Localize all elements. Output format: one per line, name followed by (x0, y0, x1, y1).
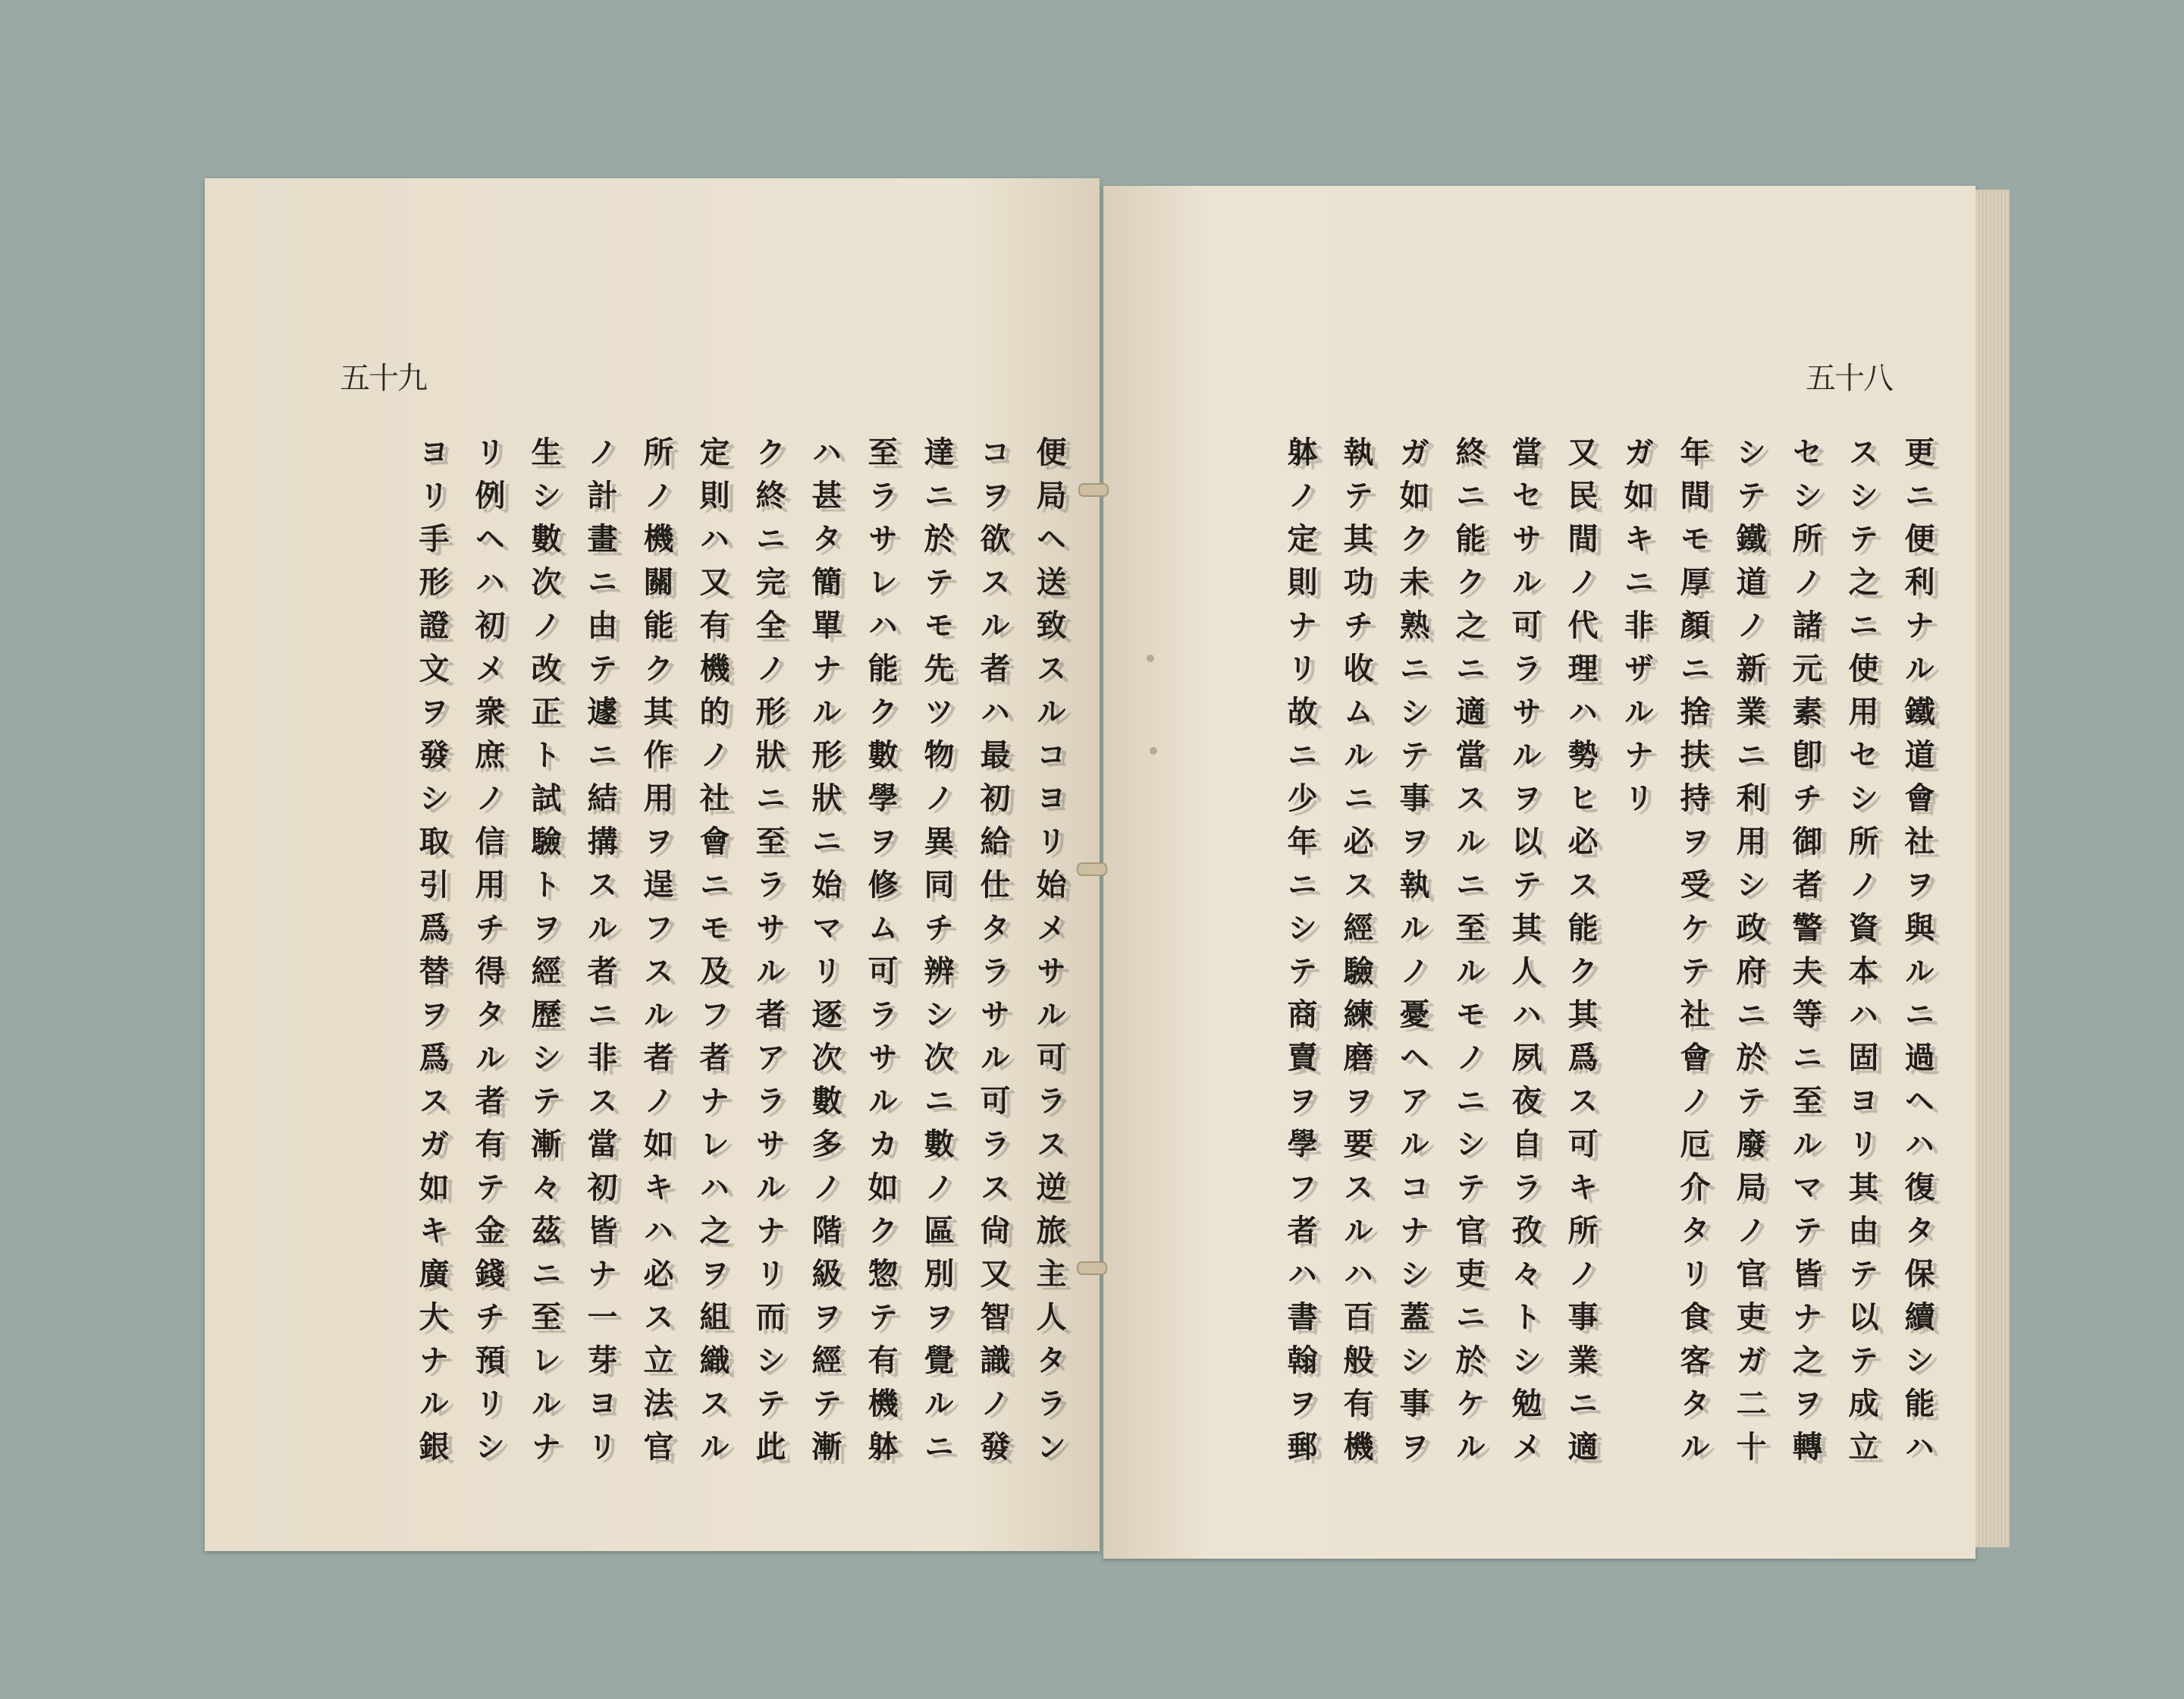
text-column: ク終ニ完全ノ形狀ニ至ラサル者アラサルナリ而シテ此 (751, 436, 786, 1474)
text-column: 躰ノ定則ナリ故ニ少年ニシテ商賣ヲ學フ者ハ書翰ヲ郵 (1282, 436, 1318, 1474)
text-column: 執テ其功チ收ムルニ必ス經驗練磨ヲ要スルハ百般有機 (1338, 436, 1374, 1474)
text-column: 當セサル可ラサルヲ以テ其人ハ夙夜自ラ孜々トシ勉メ (1507, 436, 1542, 1474)
text-column: 終ニ能ク之ニ適當スルニ至ルモノニシテ官吏ニ於ケル (1451, 436, 1486, 1474)
binding-stitch (1077, 1261, 1107, 1275)
text-column: コヲ欲スル者ハ最初給仕タラサル可ラス尙又智識ノ發 (975, 436, 1011, 1474)
text-column: スシテ之ニ使用セシ所ノ資本ハ固ヨリ其由テ以テ成立 (1844, 436, 1879, 1474)
binding-stitch (1077, 862, 1107, 876)
text-column: 便局ヘ送致スルコヨリ始メサル可ラス逆旅主人タラン (1031, 436, 1067, 1474)
text-column: ヨリ手形證文ヲ發シ取引爲替ヲ爲スガ如キ廣大ナル銀 (414, 436, 450, 1474)
text-column: 生シ數次ノ改正ト試驗トヲ經歷シテ漸々茲ニ至レルナ (526, 436, 562, 1474)
left-page-number: 五十九 (340, 361, 426, 396)
text-column: ガ如キニ非ザルナリ (1619, 436, 1655, 825)
text-column: 達ニ於テモ先ツ物ノ異同チ辨シ次ニ數ノ區別ヲ覺ルニ (919, 436, 955, 1474)
text-column: シテ鐵道ノ新業ニ利用シ政府ニ於テ廢局ノ官吏ガ二十 (1731, 436, 1767, 1474)
text-column: 更ニ便利ナル鐵道會社ヲ與ルニ過ヘハ復タ保續シ能ハ (1900, 436, 1935, 1474)
binding-hole (1150, 747, 1157, 755)
binding-stitch (1078, 483, 1109, 497)
text-column: ノ計畫ニ由テ遽ニ結搆スル者ニ非ス當初皆ナ一芽ヨリ (582, 436, 618, 1474)
right-page (1103, 186, 1975, 1559)
text-column: 至ラサレハ能ク數學ヲ修ム可ラサルカ如ク惣テ有機躰 (863, 436, 899, 1474)
text-column: ガ如ク未熟ニシテ事ヲ執ルノ憂ヘアルコナシ蓋シ事ヲ (1395, 436, 1430, 1474)
text-column: 又民間ノ代理ハ勢ヒ必ス能ク其爲ス可キ所ノ事業ニ適 (1563, 436, 1599, 1474)
text-column: セシ所ノ諸元素卽チ御者警夫等ニ至ルマテ皆ナ之ヲ轉 (1787, 436, 1823, 1474)
text-column: ハ甚タ簡單ナル形狀ニ始マリ逐次數多ノ階級ヲ經テ漸 (807, 436, 843, 1474)
binding-hole (1147, 655, 1154, 662)
text-column: 年間モ厚顏ニ捨扶持ヲ受ケテ社會ノ厄介タリ食客タル (1675, 436, 1711, 1474)
left-page (205, 178, 1100, 1551)
right-page-number: 五十八 (1806, 361, 1892, 396)
text-column: リ例ヘハ初メ衆庶ノ信用チ得タル者有テ金錢チ預リシ (470, 436, 506, 1474)
text-column: 定則ハ又有機的ノ社會ニモ及フ者ナレハ之ヲ組織スル (695, 436, 730, 1474)
text-column: 所ノ機關能ク其作用ヲ逞フスル者ノ如キハ必ス立法官 (639, 436, 674, 1474)
open-book (205, 171, 2032, 1566)
page-edges (1975, 190, 2010, 1547)
